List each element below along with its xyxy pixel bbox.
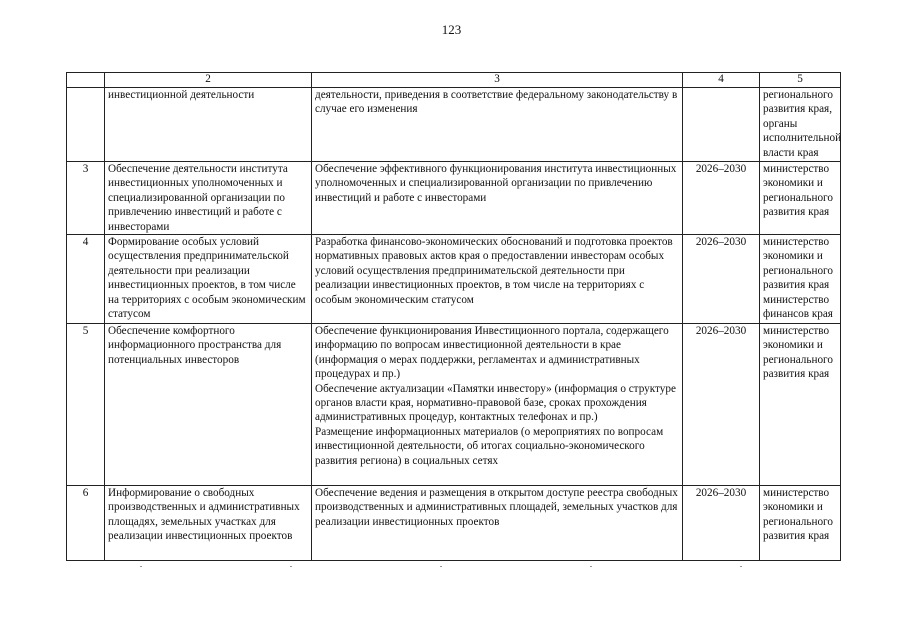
- table-row: [67, 162, 841, 235]
- content-paragraph: Обеспечение ведения и размещения в открытом доступе реестра свободных производственных и административных площадей, земельных участков для реализации инвестиционных проектов: [315, 487, 678, 528]
- content-paragraph: Обеспечение актуализации «Памятки инвестору» (информация о структуре органов власти края, нормативно-правовой базе, сроках прохождения административных процедур, контактных телефонах и пр.): [315, 382, 676, 424]
- header-col-4: 4: [683, 73, 760, 88]
- responsible-cell: регионального развития края, органы исполнительной власти края: [760, 88, 841, 162]
- header-col-2: 2: [105, 73, 312, 88]
- content-paragraph: деятельности, приведения в соответствие федеральному законодательству в случае его изменения: [315, 89, 678, 116]
- measure-cell: Формирование особых условий осуществления предпринимательской деятельности при реализации инвестиционных проектов, в том числе на территориях с особым экономическим статусом: [105, 235, 312, 324]
- table-row: [67, 88, 841, 162]
- row-number: 5: [67, 324, 105, 486]
- header-col-3: 3: [312, 73, 683, 88]
- header-col-1: [67, 73, 105, 88]
- table-row: [67, 324, 841, 486]
- period-cell: 2026–2030: [683, 235, 760, 324]
- content-cell: [312, 235, 683, 324]
- row-number: [67, 88, 105, 162]
- scan-artifact-marks: [0, 566, 903, 572]
- content-cell: [312, 88, 683, 162]
- row-number: 4: [67, 235, 105, 324]
- table-header-row: [67, 73, 841, 88]
- measure-cell: Обеспечение деятельности института инвестиционных уполномоченных и специализированной организации по привлечению инвестиций и работе с инвесторами: [105, 162, 312, 235]
- row-number: 6: [67, 486, 105, 561]
- period-cell: 2026–2030: [683, 486, 760, 561]
- table-row: [67, 235, 841, 324]
- row-number: 3: [67, 162, 105, 235]
- content-paragraph: Разработка финансово-экономических обоснований и подготовка проектов нормативных правовых актов края о предоставлении инвесторам особых условий осуществления предпринимательской деятельности при реализации инвестиционных проектов, в том числе на территориях с особым экономическим статусом: [315, 236, 673, 306]
- responsible-cell: министерство экономики и регионального развития края министерство финансов края: [760, 235, 841, 324]
- content-cell: [312, 162, 683, 235]
- responsible-cell: министерство экономики и регионального развития края: [760, 324, 841, 486]
- period-cell: [683, 88, 760, 162]
- page-number: 123: [441, 22, 462, 37]
- responsible-cell: министерство экономики и регионального развития края: [760, 162, 841, 235]
- responsible-cell: министерство экономики и регионального развития края: [760, 486, 841, 561]
- measure-cell: Информирование о свободных производственных и административных площадях, земельных участках для реализации инвестиционных проектов: [105, 486, 312, 561]
- measure-cell: инвестиционной деятельности: [105, 88, 312, 162]
- table-row: [67, 486, 841, 561]
- content-paragraph: Размещение информационных материалов (о мероприятиях по вопросам инвестиционной деятельности, об итогах социально-экономического развития региона) в социальных сетях: [315, 425, 664, 467]
- content-paragraph: Обеспечение функционирования Инвестиционного портала, содержащего информацию по вопросам инвестиционной деятельности в крае (информация о мерах поддержки, регламентах и административных процедурах и пр.): [315, 325, 669, 381]
- period-cell: 2026–2030: [683, 324, 760, 486]
- header-col-5: 5: [760, 73, 841, 88]
- content-cell: [312, 486, 683, 561]
- content-paragraph: Обеспечение эффективного функционирования института инвестиционных уполномоченных и специализированной организации по привлечению инвестиций и работе с инвесторами: [315, 163, 677, 204]
- period-cell: 2026–2030: [683, 162, 760, 235]
- measure-cell: Обеспечение комфортного информационного пространства для потенциальных инвесторов: [105, 324, 312, 486]
- content-cell: [312, 324, 683, 486]
- measures-table: [66, 72, 841, 561]
